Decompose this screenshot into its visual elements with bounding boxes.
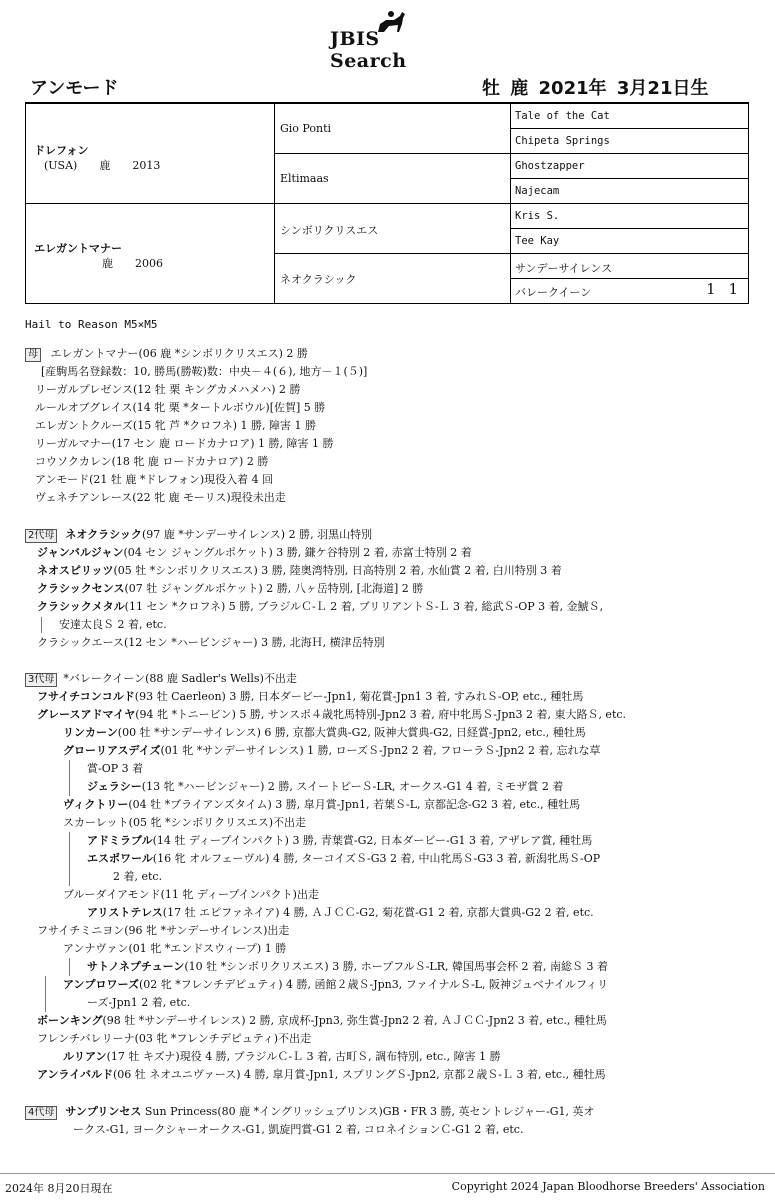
- horse-name-bold[interactable]: エスポワール: [87, 852, 153, 865]
- horse-line-plain: スカーレット(05 牝 *シンボリクリスエス)不出走: [63, 816, 307, 829]
- horse-name-bold[interactable]: ジェラシー: [87, 780, 142, 793]
- horse-name-bold[interactable]: グローリアスデイズ: [63, 744, 161, 757]
- horse-line-plain: ブルーダイアモンド(11 牝 ディープインパクト)出走: [63, 888, 319, 901]
- pedigree-g3-cell: [511, 204, 748, 229]
- logo-jbis: JBIS: [330, 28, 380, 50]
- g3-ancestor[interactable]: Tee Kay: [515, 235, 560, 247]
- pedigree-g2-cell: [275, 254, 511, 303]
- horse-name-bold[interactable]: アンプロワーズ: [63, 978, 140, 991]
- section-tag-second-dam: 2代母: [25, 529, 57, 543]
- g2-ancestor[interactable]: Gio Ponti: [280, 122, 332, 135]
- logo-search: Search: [330, 50, 407, 72]
- g2-ancestor[interactable]: ネオクラシック: [280, 273, 357, 286]
- horse-name-bold[interactable]: アリストテレス: [87, 906, 163, 919]
- horse-name: アンモード: [30, 78, 119, 99]
- inbreeding-note: Hail to Reason M5×M5: [25, 318, 158, 331]
- pedigree-g2-cell: [275, 154, 511, 204]
- pedigree-table: [25, 104, 749, 304]
- g3-ancestor[interactable]: Tale of the Cat: [515, 110, 610, 122]
- indent-bar: [45, 976, 46, 1012]
- horse-name-bold[interactable]: サンプリンセス: [65, 1105, 142, 1118]
- third-dam-section: 3代母 *バレークイーン(88 鹿 Sadler's Wells)不出走 フサイチコンコルド(93 牡 Caerleon) 3 勝, 日本ダービー-Jpn1, 菊花賞-Jpn1 3 着, すみれＳ-OP, etc., 種牡馬 グレースアドマイヤ(94 牝 *トニービン) 5 勝, サンスポ４歳牝馬特別-Jpn2 3 着, 府中牝馬Ｓ-Jpn3 2 着, 東大路Ｓ, etc. リンカーン(00 牡 *サンデーサイレンス) 6 勝, 京都大賞典-G2, 阪神大賞典-G2, 日経賞-Jpn2, etc., 種牡馬 グローリアスデイズ(01 牝 *サンデーサイレンス) 1 勝, ローズＳ-Jpn2 2 着, フローラＳ-Jpn2 2 着, 忘れな草 賞-OP 3 着 ジェラシー(13 牝 *ハービンジャー) 2 勝, スイートピーＳ-LR, オークス-G1 4 着, ミモザ賞 2 着 ヴィクトリー(04 牡 *ブライアンズタイム) 3 勝, 皐月賞-Jpn1, 若葉Ｓ-L, 京都記念-G2 3 着, etc., 種牡馬 スカーレット(05 牝 *シンボリクリスエス)不出走 アドミラブル(14 牡 ディープインパクト) 3 勝, 青葉賞-G2, 日本ダービー-G1 3 着, アザレア賞, 種牡馬 エスポワール(16 牝 オルフェーヴル) 4 勝, ターコイズＳ-G3 2 着, 中山牝馬Ｓ-G3 3 着, 新潟牝馬Ｓ-OP 2 着, etc. ブルーダイアモンド(11 牝 ディープインパクト)出走 アリストテレス(17 牡 エピファネイア) 4 勝, ＡＪＣＣ-G2, 菊花賞-G1 2 着, 京都大賞典-G2 2 着, etc. フサイチミニヨン(96 牝 *サンデーサイレンス)出走 アンナヴァン(01 牝 *エンドスウィープ) 1 勝 サトノネプチューン(10 牡 *シンボリクリスエス) 3 勝, ホープフルＳ-LR, 韓国馬事会杯 2 着, 南総Ｓ 3 着 アンプロワーズ(02 牝 *フレンチデピュティ) 4 勝, 函館２歳Ｓ-Jpn3, ファイナルＳ-L, 阪神ジュベナイルフィリ ーズ-Jpn1 2 着, etc. ボーンキング(98 牡 *サンデーサイレンス) 2 勝, 京成杯-Jpn3, 弥生賞-Jpn2 2 着, ＡＪＣＣ-Jpn2 3 着, etc., 種牡馬 フレンチバレリーナ(03 牝 *フレンチデピュティ)不出走 ルリアン(17 牡 キズナ)現役 4 勝, ブラジルＣ-Ｌ 3 着, 古町Ｓ, 調布特別, etc., 障害 1 勝 アンライバルド(06 牡 ネオユニヴァース) 4 勝, 皐月賞-Jpn1, スプリングＳ-Jpn2, 京都２歳Ｓ-Ｌ 3 着, etc., 種牡馬: [25, 670, 755, 1084]
- horse-name-bold[interactable]: アドミラブル: [87, 834, 153, 847]
- sibling-item: エレガントクルーズ(15 牝 芦 *クロフネ) 1 勝, 障害 1 勝: [35, 419, 317, 432]
- pedigree-g3-cell: [511, 179, 748, 204]
- g3-ancestor[interactable]: Chipeta Springs: [515, 135, 610, 147]
- dam-name[interactable]: エレガントマナー: [34, 242, 122, 255]
- horse-line-plain: フサイチミニヨン(96 牝 *サンデーサイレンス)出走: [37, 924, 290, 937]
- pedigree-sire-cell: [26, 104, 275, 204]
- dam-line: 母 エレガントマナー(06 鹿 *シンボリクリスエス) 2 勝: [25, 345, 755, 363]
- pedigree-g3-cell: [511, 129, 748, 154]
- family-number: 1 1: [706, 280, 742, 298]
- horse-name-bold[interactable]: ボーンキング: [37, 1014, 103, 1027]
- second-dam-section: 2代母 ネオクラシック(97 鹿 *サンデーサイレンス) 2 勝, 羽黒山特別 ジャンバルジャン(04 セン ジャングルポケット) 3 勝, 鎌ケ谷特別 2 着, 赤富士特別 2 着 ネオスピリッツ(05 牡 *シンボリクリスエス) 3 勝, 陸奥湾特別, 日高特別 2 着, 水仙賞 2 着, 白川特別 3 着 クラシックセンス(07 牡 ジャングルポケット) 2 勝, 八ヶ岳特別, [北海道] 2 勝 クラシックメタル(11 セン *クロフネ) 5 勝, ブラジルＣ-Ｌ 2 着, ブリリアントＳ-Ｌ 3 着, 総武Ｓ-OP 3 着, 金鯱Ｓ, 安達太良Ｓ 2 着, etc. クラシックエース(12 セン *ハービンジャー) 3 勝, 北海Ｈ, 横津岳特別: [25, 526, 755, 652]
- pedigree-g2-cell: [275, 204, 511, 254]
- sire-detail: (USA) 鹿 2013: [44, 159, 161, 172]
- horse-name-bold[interactable]: クラシックセンス: [37, 582, 125, 595]
- footer-date: 2024年 8月20日現在: [5, 1182, 113, 1195]
- sire-name[interactable]: ドレフォン: [34, 144, 89, 157]
- horse-name-bold[interactable]: サトノネプチューン: [87, 960, 185, 973]
- g2-ancestor[interactable]: Eltimaas: [280, 172, 329, 185]
- section-tag-fourth-dam: 4代母: [25, 1106, 57, 1120]
- g3-ancestor[interactable]: バレークイーン: [515, 286, 592, 299]
- pedigree-g3-cell: [511, 104, 748, 129]
- horse-name-bold[interactable]: フサイチコンコルド: [37, 690, 135, 703]
- footer-copyright: Copyright 2024 Japan Bloodhorse Breeders' Association: [451, 1180, 765, 1193]
- horse-line-plain: アンナヴァン(01 牝 *エンドスウィープ) 1 勝: [63, 942, 287, 955]
- section-tag-third-dam: 3代母: [25, 673, 57, 687]
- horse-name-bold[interactable]: ルリアン: [63, 1050, 107, 1063]
- horse-name-bold[interactable]: アンライバルド: [37, 1068, 114, 1081]
- sibling-item: リーガルマナー(17 セン 鹿 ロードカナロア) 1 勝, 障害 1 勝: [35, 437, 334, 450]
- sibling-item: ルールオブグレイス(14 牝 栗 *タートルボウル)[佐賀] 5 勝: [35, 401, 326, 414]
- indent-bar: [69, 832, 70, 886]
- g3-ancestor[interactable]: Najecam: [515, 185, 560, 197]
- progeny-stats: [産駒馬名登録数：10, 勝馬(勝鞍)数：中央－４(６), 地方－１(５)]: [41, 365, 368, 378]
- jbis-search-logo[interactable]: [320, 8, 460, 72]
- horse-name-bold[interactable]: ネオスピリッツ: [37, 564, 114, 577]
- pedigree-g3-cell: [511, 279, 748, 303]
- sibling-item: コウソクカレン(18 牝 鹿 ロードカナロア) 2 勝: [35, 455, 269, 468]
- pedigree-g2-cell: [275, 104, 511, 154]
- horse-line-plain: フレンチバレリーナ(03 牝 *フレンチデピュティ)不出走: [37, 1032, 312, 1045]
- pedigree-dam-cell: [26, 204, 275, 303]
- g2-ancestor[interactable]: シンボリクリスエス: [280, 224, 379, 237]
- horse-name-bold[interactable]: ジャンバルジャン: [37, 546, 124, 559]
- g3-ancestor[interactable]: Kris S.: [515, 210, 560, 222]
- indent-bar: [41, 617, 42, 633]
- horse-info: 牡 鹿 2021年 3月21日生: [482, 78, 709, 99]
- footer-divider: [0, 1173, 775, 1174]
- pedigree-g3-cell: [511, 229, 748, 254]
- horse-name-bold[interactable]: リンカーン: [63, 726, 118, 739]
- sibling-item: リーガルプレゼンス(12 牡 栗 キングカメハメハ) 2 勝: [35, 383, 301, 396]
- indent-bar: [69, 958, 70, 976]
- pedigree-g3-cell: [511, 254, 748, 279]
- dam-section: [25, 345, 755, 507]
- horse-title-row: [30, 74, 750, 104]
- horse-name-bold[interactable]: グレースアドマイヤ: [37, 708, 136, 721]
- horse-name-bold[interactable]: クラシックメタル: [37, 600, 125, 613]
- fourth-dam-section: 4代母 サンプリンセス Sun Princess(80 鹿 *イングリッシュプリンス)GB・FR 3 勝, 英セントレジャー-G1, 英オ ークス-G1, ヨークシャーオークス-G1, 凱旋門賞-G1 2 着, コロネイションＣ-G1 2 着, etc.: [25, 1103, 755, 1139]
- g3-ancestor[interactable]: Ghostzapper: [515, 160, 585, 172]
- section-tag-dam: 母: [25, 348, 41, 362]
- g3-ancestor[interactable]: サンデーサイレンス: [515, 262, 613, 275]
- pedigree-g3-cell: [511, 154, 748, 179]
- horse-name-plain[interactable]: クラシックエース: [37, 636, 125, 649]
- sibling-item: ヴェネチアンレース(22 牝 鹿 モーリス)現役未出走: [35, 491, 286, 504]
- horse-name-bold[interactable]: ヴィクトリー: [63, 798, 129, 811]
- sibling-item: アンモード(21 牡 鹿 *ドレフォン)現役入着 4 回: [35, 473, 274, 486]
- horse-name-bold[interactable]: ネオクラシック: [65, 528, 142, 541]
- dam-detail: 鹿 2006: [102, 257, 163, 270]
